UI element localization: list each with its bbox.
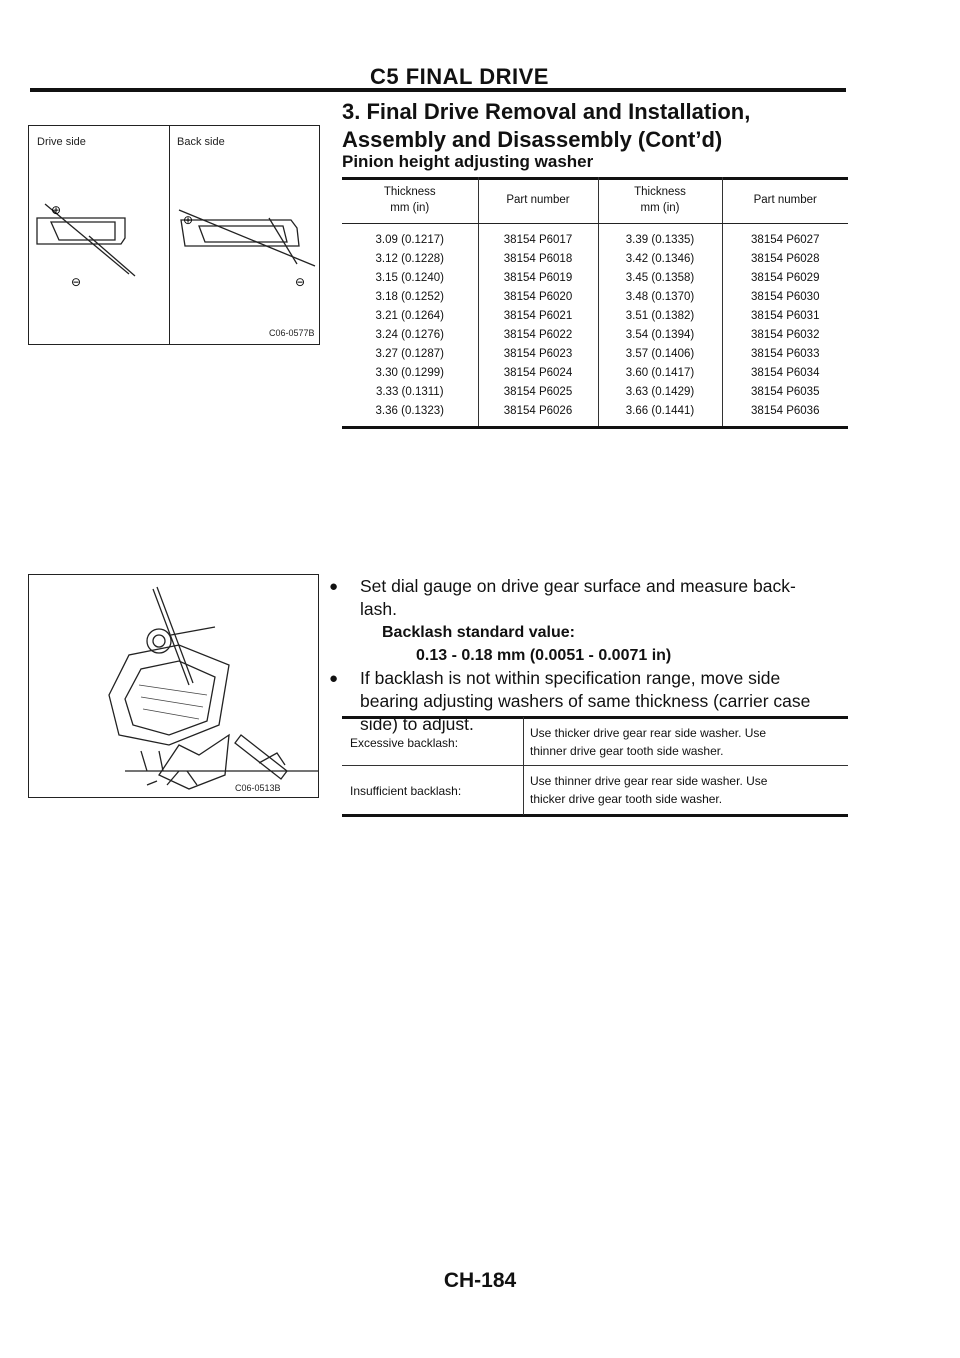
drive-side-label: Drive side — [37, 136, 86, 148]
part-number-cell: 38154 P6022 — [478, 325, 598, 344]
part-number-cell: 38154 P6029 — [722, 268, 848, 287]
part-number-cell: 38154 P6034 — [722, 363, 848, 382]
instruction-1-line-2: lash. — [360, 599, 397, 619]
insufficient-backlash-action — [530, 772, 767, 808]
instruction-1-line-1: Set dial gauge on drive gear surface and measure back- — [360, 576, 796, 596]
backlash-standard-label: Backlash standard value: — [382, 624, 575, 641]
thickness-cell: 3.45 (0.1358) — [598, 268, 722, 287]
tooth-contact-figure — [28, 125, 320, 345]
part-number-cell: 38154 P6024 — [478, 363, 598, 382]
tooth-contact-drawing — [29, 126, 319, 344]
thickness-cell: 3.12 (0.1228) — [375, 252, 444, 265]
instruction-2-line-1: If backlash is not within specification range, move side — [360, 668, 781, 688]
thickness-cell: 3.42 (0.1346) — [598, 249, 722, 268]
thickness-cell: 3.60 (0.1417) — [598, 363, 722, 382]
section-title-line-2: Assembly and Disassembly (Cont’d) — [342, 127, 723, 152]
thickness-cell: 3.24 (0.1276) — [375, 328, 444, 341]
table-row — [342, 344, 848, 363]
excessive-action-line-1: Use thicker drive gear rear side washer. Use — [530, 726, 767, 740]
page-header-title: C5 FINAL DRIVE — [370, 64, 549, 89]
bullet-2: ● — [329, 670, 339, 687]
thickness-cell: 3.51 (0.1382) — [598, 306, 722, 325]
back-side-label: Back side — [177, 136, 225, 148]
part-number-cell: 38154 P6025 — [478, 382, 598, 401]
back-minus-symbol: ⊖ — [295, 275, 306, 289]
thickness-cell: 3.54 (0.1394) — [598, 325, 722, 344]
header-thickness-1 — [342, 177, 478, 224]
thickness-cell: 3.63 (0.1429) — [598, 382, 722, 401]
thickness-cell: 3.39 (0.1335) — [598, 224, 722, 250]
thickness-cell: 3.21 (0.1264) — [375, 309, 444, 322]
part-number-cell: 38154 P6023 — [478, 344, 598, 363]
table-row — [342, 382, 848, 401]
instruction-2-line-2: bearing adjusting washers of same thickness (carrier case — [360, 691, 811, 711]
header-thickness-2-text: Thickness mm (in) — [634, 186, 686, 214]
washer-table-header — [342, 177, 848, 224]
part-number-cell: 38154 P6027 — [722, 224, 848, 250]
table-row — [342, 325, 848, 344]
table-row — [342, 306, 848, 325]
thickness-cell: 3.48 (0.1370) — [598, 287, 722, 306]
drive-plus-symbol: ⊕ — [51, 203, 62, 217]
backlash-instruction-1 — [329, 575, 852, 667]
part-number-cell: 38154 P6017 — [478, 224, 598, 250]
header-rule — [30, 88, 846, 92]
thickness-cell: 3.30 (0.1299) — [375, 366, 444, 379]
thickness-cell: 3.18 (0.1252) — [375, 290, 444, 303]
table-row — [342, 363, 848, 382]
excessive-action-line-2: thinner drive gear tooth side washer. — [530, 744, 724, 758]
thickness-cell: 3.33 (0.1311) — [375, 385, 444, 398]
part-number-cell: 38154 P6030 — [722, 287, 848, 306]
subsection-title: Pinion height adjusting washer — [342, 152, 594, 171]
drive-minus-symbol: ⊖ — [71, 275, 82, 289]
adjust-table-row-divider — [342, 765, 848, 766]
part-number-cell: 38154 P6036 — [722, 401, 848, 426]
part-number-cell: 38154 P6028 — [722, 249, 848, 268]
part-number-cell: 38154 P6031 — [722, 306, 848, 325]
insufficient-action-line-1: Use thinner drive gear rear side washer. Use — [530, 774, 768, 788]
table-row — [342, 287, 848, 306]
back-plus-symbol: ⊕ — [183, 213, 194, 227]
header-part-number-2: Part number — [722, 177, 848, 224]
adjust-table-bottom-rule — [342, 814, 848, 817]
part-number-cell: 38154 P6019 — [478, 268, 598, 287]
header-thickness-1-text: Thickness mm (in) — [383, 186, 436, 214]
dial-gauge-figure — [28, 574, 319, 798]
adjust-table-top-rule — [342, 716, 848, 719]
section-title — [342, 98, 750, 154]
part-number-cell: 38154 P6018 — [478, 249, 598, 268]
instruction-2-line-3: side) to adjust. — [360, 714, 474, 734]
adjust-table-column-divider — [523, 717, 524, 815]
washer-table — [342, 177, 848, 426]
figure1-code: C06-0577B — [269, 328, 315, 338]
table-row — [342, 268, 848, 287]
washer-table-bottom-rule — [342, 426, 848, 429]
header-part-number-1: Part number — [478, 177, 598, 224]
thickness-cell: 3.09 (0.1217) — [375, 233, 444, 246]
part-number-cell: 38154 P6021 — [478, 306, 598, 325]
part-number-cell: 38154 P6035 — [722, 382, 848, 401]
part-number-cell: 38154 P6020 — [478, 287, 598, 306]
dial-gauge-drawing — [29, 575, 318, 797]
header-thickness-2 — [598, 177, 722, 224]
excessive-backlash-action — [530, 724, 766, 760]
thickness-cell: 3.57 (0.1406) — [598, 344, 722, 363]
part-number-cell: 38154 P6033 — [722, 344, 848, 363]
backlash-standard-value: 0.13 - 0.18 mm (0.0051 - 0.0071 in) — [416, 647, 672, 664]
part-number-cell: 38154 P6032 — [722, 325, 848, 344]
part-number-cell: 38154 P6026 — [478, 401, 598, 426]
bullet-1: ● — [329, 578, 339, 595]
thickness-cell: 3.15 (0.1240) — [375, 271, 444, 284]
table-row — [342, 401, 848, 426]
page-number: CH-184 — [443, 1269, 517, 1292]
table-row — [342, 249, 848, 268]
figure2-code: C06-0513B — [235, 783, 281, 793]
thickness-cell: 3.27 (0.1287) — [375, 347, 444, 360]
table-row — [342, 224, 848, 250]
insufficient-action-line-2: thicker drive gear tooth side washer. — [530, 792, 723, 806]
insufficient-backlash-label: Insufficient backlash: — [350, 784, 462, 798]
excessive-backlash-label: Excessive backlash: — [350, 736, 459, 750]
thickness-cell: 3.66 (0.1441) — [598, 401, 722, 426]
section-title-line-1: 3. Final Drive Removal and Installation, — [342, 99, 751, 124]
thickness-cell: 3.36 (0.1323) — [375, 404, 444, 417]
